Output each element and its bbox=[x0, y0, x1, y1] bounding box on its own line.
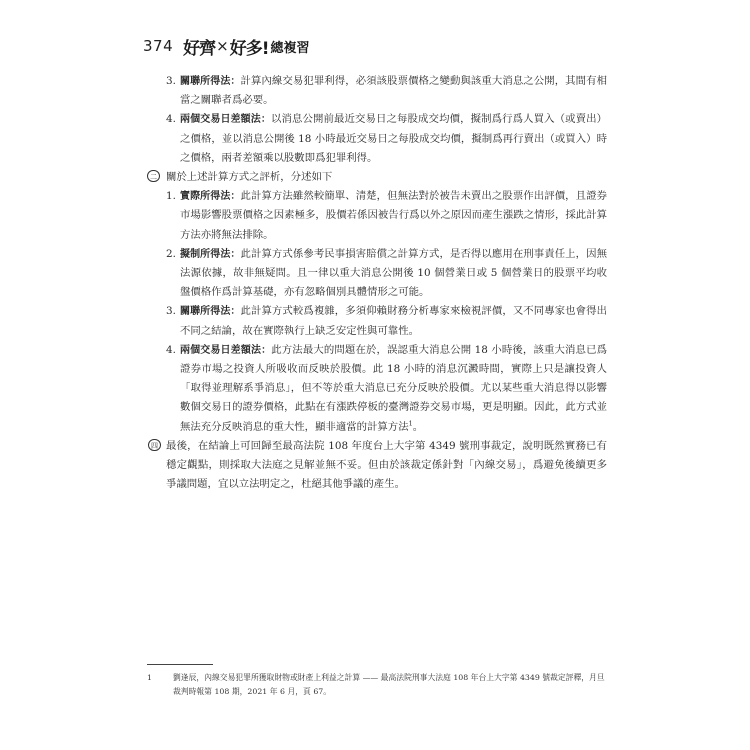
item-term: 實際所得法： bbox=[180, 191, 241, 203]
item-term: 兩個交易日差額法： bbox=[180, 114, 272, 126]
item-term: 兩個交易日差額法： bbox=[180, 344, 272, 356]
footnote bbox=[147, 671, 607, 699]
item-text: 以消息公開前最近交易日之每股成交均價，擬制爲行爲人買入（或賣出）之價格，並以消息公開後 18 小時最近交易日之每股成交均價，擬制爲再行賣出（或買入）時之價格，兩者差額乘以股數即爲犯罪利得。 bbox=[180, 113, 607, 164]
item-text: 此計算方式係參考民事損害賠償之計算方式，是否得以應用在刑事責任上，因無法源依據，故非無疑問。且一律以重大消息公開後 10 個營業日或 5 個營業日的股票平均收盤價格作爲計算基礎，亦有忽略個別具體情形之可能。 bbox=[180, 247, 607, 299]
logo-text-1: 好齊 bbox=[183, 38, 216, 59]
logo-text-2: 好多! bbox=[229, 38, 269, 59]
page-header bbox=[143, 33, 310, 59]
item-number: 4. bbox=[166, 343, 176, 356]
item-number: 4. bbox=[166, 113, 176, 126]
section-marker: 四 bbox=[148, 439, 161, 451]
logo-text-3: 總複習 bbox=[270, 40, 310, 56]
section-heading bbox=[147, 168, 607, 187]
item-term: 關聯所得法： bbox=[180, 306, 241, 318]
footnote-number: 1 bbox=[147, 673, 152, 682]
item-number: 2. bbox=[166, 247, 176, 260]
item-text: 此計算方式較爲複雜，多須仰賴財務分析專家來檢視評價，又不同專家也會得出不同之結論，故在實際執行上缺乏安定性與可靠性。 bbox=[180, 305, 607, 337]
footnote-text: 劉逢辰，內線交易犯罪所獲取財物或財產上利益之計算 —— 最高法院刑事大法庭 108 年台上大字第 4349 號裁定評釋，月旦裁判時報第 108 期，2021 年 6 月，頁 67。 bbox=[173, 673, 605, 696]
method-item bbox=[147, 110, 607, 168]
logo-separator: × bbox=[216, 37, 229, 55]
evaluation-item bbox=[147, 341, 607, 437]
footnote-divider bbox=[147, 664, 213, 665]
item-text-tail: 。 bbox=[412, 420, 424, 433]
evaluation-item bbox=[147, 245, 607, 303]
series-logo bbox=[183, 34, 309, 59]
page-number: 374 bbox=[143, 37, 174, 55]
item-text: 此計算方法雖然較簡單、清楚，但無法對於被告未賣出之股票作出評價，且證券市場影響股票價格之因素極多，股價若係因被告行爲以外之原因而產生漲跌之情形，採此計算方法亦將無法排除。 bbox=[180, 190, 607, 241]
item-number: 1. bbox=[166, 190, 176, 203]
item-term: 擬制所得法： bbox=[180, 248, 241, 260]
body-text bbox=[147, 72, 607, 494]
item-text: 此方法最大的問題在於，誤認重大消息公開 18 小時後，該重大消息已爲證券市場之投資人所吸收而反映於股價。此 18 小時的消息沉澱時間，實際上只是讓投資人「取得並理解系爭消息」，但不等於重大消息已充分反映於股價。尤以某些重大消息得以影響數個交易日的證券價格，此點在有漲跌停板的臺灣證券交易市場，更是明顯。因此，此方式並無法充分反映消息的重大性，顯非適當的計算方法 bbox=[180, 343, 608, 433]
method-item bbox=[147, 72, 607, 110]
item-text: 計算內線交易犯罪利得，必須該股票價格之變動與該重大消息之公開，其間有相當之關聯者爲必要。 bbox=[180, 75, 607, 107]
footnote-reference[interactable]: 1 bbox=[408, 419, 413, 428]
item-term: 關聯所得法： bbox=[180, 76, 241, 87]
section-text: 最後，在結論上可回歸至最高法院 108 年度台上大字第 4349 號刑事裁定，說明既然實務已有穩定觀點，則採取大法庭之見解並無不妥。但由於該裁定係針對「內線交易」，爲避免後續更多爭議問題，宜以立法明定之，杜絕其他爭議的產生。 bbox=[166, 439, 607, 491]
section-conclusion bbox=[147, 437, 607, 495]
evaluation-item bbox=[147, 187, 607, 245]
item-number: 3. bbox=[166, 305, 176, 318]
item-number: 3. bbox=[166, 75, 176, 87]
section-text: 關於上述計算方式之評析，分述如下 bbox=[166, 171, 333, 184]
section-marker: 二 bbox=[147, 170, 160, 182]
evaluation-item bbox=[147, 302, 607, 340]
